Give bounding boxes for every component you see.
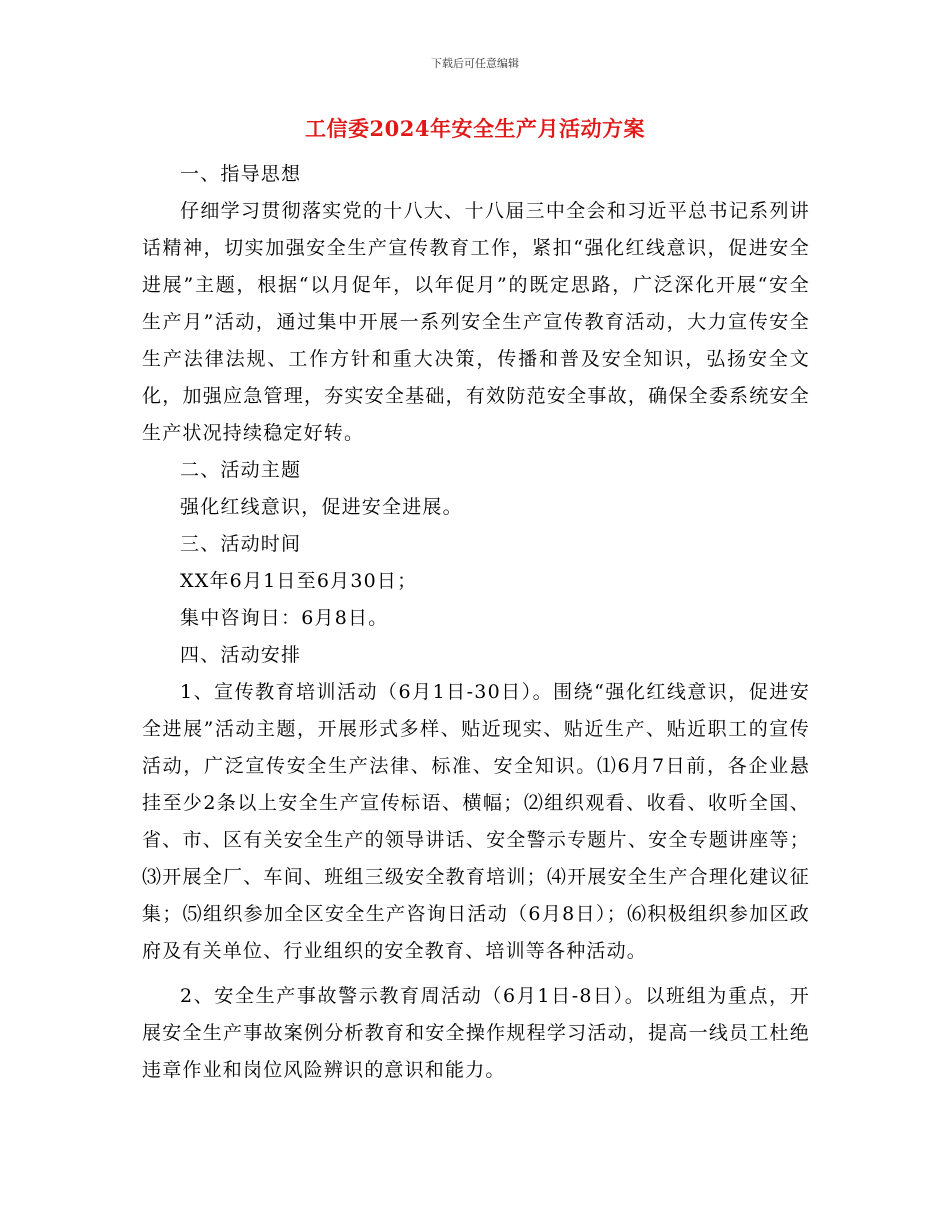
paragraph-activity-period: XX年6月1日至6月30日； bbox=[180, 570, 418, 592]
section-heading-activity-arrangement: 四、活动安排 bbox=[180, 644, 302, 666]
paragraph-arrangement-item-2: 2、安全生产事故警示教育周活动（6月1日-8日）。以班组为重点，开展安全生产事故案例分析教育和安全操作规程学习活动，提高一线员工杜绝违章作业和岗位风险辨识的意识和能力。 bbox=[142, 985, 810, 1081]
paragraph-arrangement-item-1: 1、宣传教育培训活动（6月1日-30日）。围绕“强化红线意识，促进安全进展”活动主题，开展形式多样、贴近现实、贴近生产、贴近职工的宣传活动，广泛宣传安全生产法律、标准、安全知识。⑴6月7日前，各企业悬挂至少2条以上安全生产宣传标语、横幅；⑵组织观看、收看、收听全国、省、市、区有关安全生产的领导讲话、安全警示专题片、安全专题讲座等；⑶开展全厂、车间、班组三级安全教育培训；⑷开展安全生产合理化建议征集；⑸组织参加全区安全生产咨询日活动（6月8日）；⑹积极组织参加区政府及有关单位、行业组织的安全教育、培训等各种活动。 bbox=[142, 681, 810, 962]
section-heading-guiding-ideology: 一、指导思想 bbox=[180, 163, 302, 185]
page-header-note: 下载后可任意编辑 bbox=[431, 57, 519, 70]
paragraph-consultation-day: 集中咨询日：6月8日。 bbox=[180, 607, 389, 629]
section-heading-activity-theme: 二、活动主题 bbox=[180, 459, 302, 481]
section-heading-activity-time: 三、活动时间 bbox=[180, 533, 302, 555]
paragraph-activity-theme: 强化红线意识，促进安全进展。 bbox=[180, 496, 463, 518]
paragraph-guiding-ideology: 仔细学习贯彻落实党的十八大、十八届三中全会和习近平总书记系列讲话精神，切实加强安全生产宣传教育工作，紧扣“强化红线意识，促进安全进展”主题，根据“以月促年，以年促月”的既定思路，广泛深化开展“安全生产月”活动，通过集中开展一系列安全生产宣传教育活动，大力宣传安全生产法律法规、工作方针和重大决策，传播和普及安全知识，弘扬安全文化，加强应急管理，夯实安全基础，有效防范安全事故，确保全委系统安全生产状况持续稳定好转。 bbox=[142, 200, 810, 444]
document-title: 工信委2024年安全生产月活动方案 bbox=[305, 116, 645, 141]
document-body bbox=[142, 156, 810, 1089]
